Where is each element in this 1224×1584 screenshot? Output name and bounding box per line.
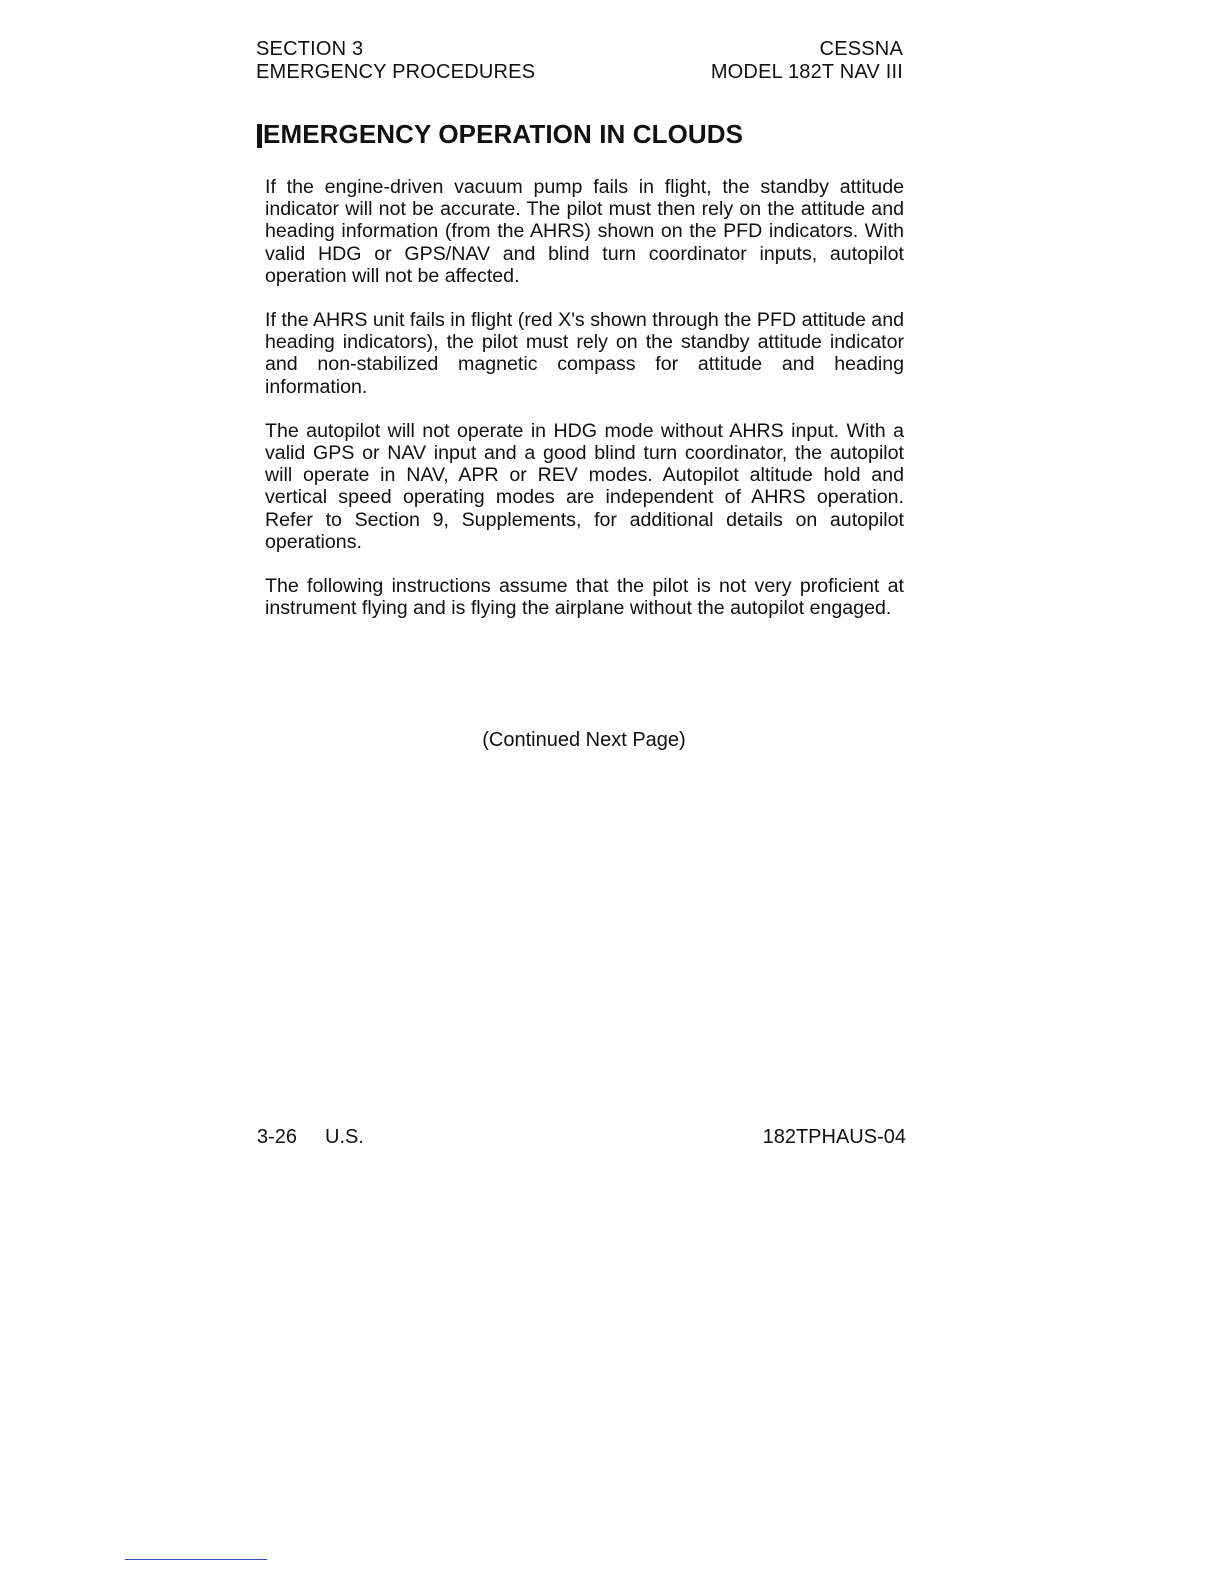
header-left (256, 38, 535, 84)
document-id: 182TPHAUS-04 (762, 1126, 906, 1148)
footer-region: U.S. (325, 1126, 364, 1148)
page-number: 3-26 (257, 1126, 298, 1148)
revision-change-bar (257, 124, 262, 148)
bottom-rule (125, 1559, 267, 1560)
paragraph-autopilot-modes: The autopilot will not operate in HDG mode without AHRS input. With a valid GPS or NAV input and a good blind turn coordinator, the autopilot will operate in NAV, APR or REV modes. Autopilot altitude hold and vertical speed operating modes are independent of AHRS operation. Refer to Section 9, Supplements, for additional details on autopilot operations. (265, 419, 904, 553)
body-text (265, 176, 904, 641)
section-heading: EMERGENCY OPERATION IN CLOUDS (263, 119, 744, 149)
paragraph-vacuum-pump-failure: If the engine-driven vacuum pump fails in flight, the standby attitude indicator will not be accurate. The pilot must then rely on the attitude and heading information (from the AHRS) shown on the PFD indicators. With valid HDG or GPS/NAV and blind turn coordinator inputs, autopilot operation will not be affected. (265, 176, 904, 287)
continued-next-page: (Continued Next Page) (482, 729, 686, 751)
header-section: SECTION 3 (256, 38, 364, 60)
paragraph-ahrs-failure: If the AHRS unit fails in flight (red X's shown through the PFD attitude and heading indicators), the pilot must rely on the standby attitude indicator and non-stabilized magnetic compass for attitude and heading information. (265, 309, 904, 398)
footer-left (257, 1126, 364, 1149)
paragraph-instruction-assumption: The following instructions assume that the pilot is not very proficient at instrument flying and is flying the airplane without the autopilot engaged. (265, 575, 904, 620)
header-model: MODEL 182T NAV III (710, 61, 903, 83)
header-section-title: EMERGENCY PROCEDURES (256, 61, 536, 83)
header-right (604, 38, 903, 84)
header-manufacturer: CESSNA (819, 38, 903, 60)
